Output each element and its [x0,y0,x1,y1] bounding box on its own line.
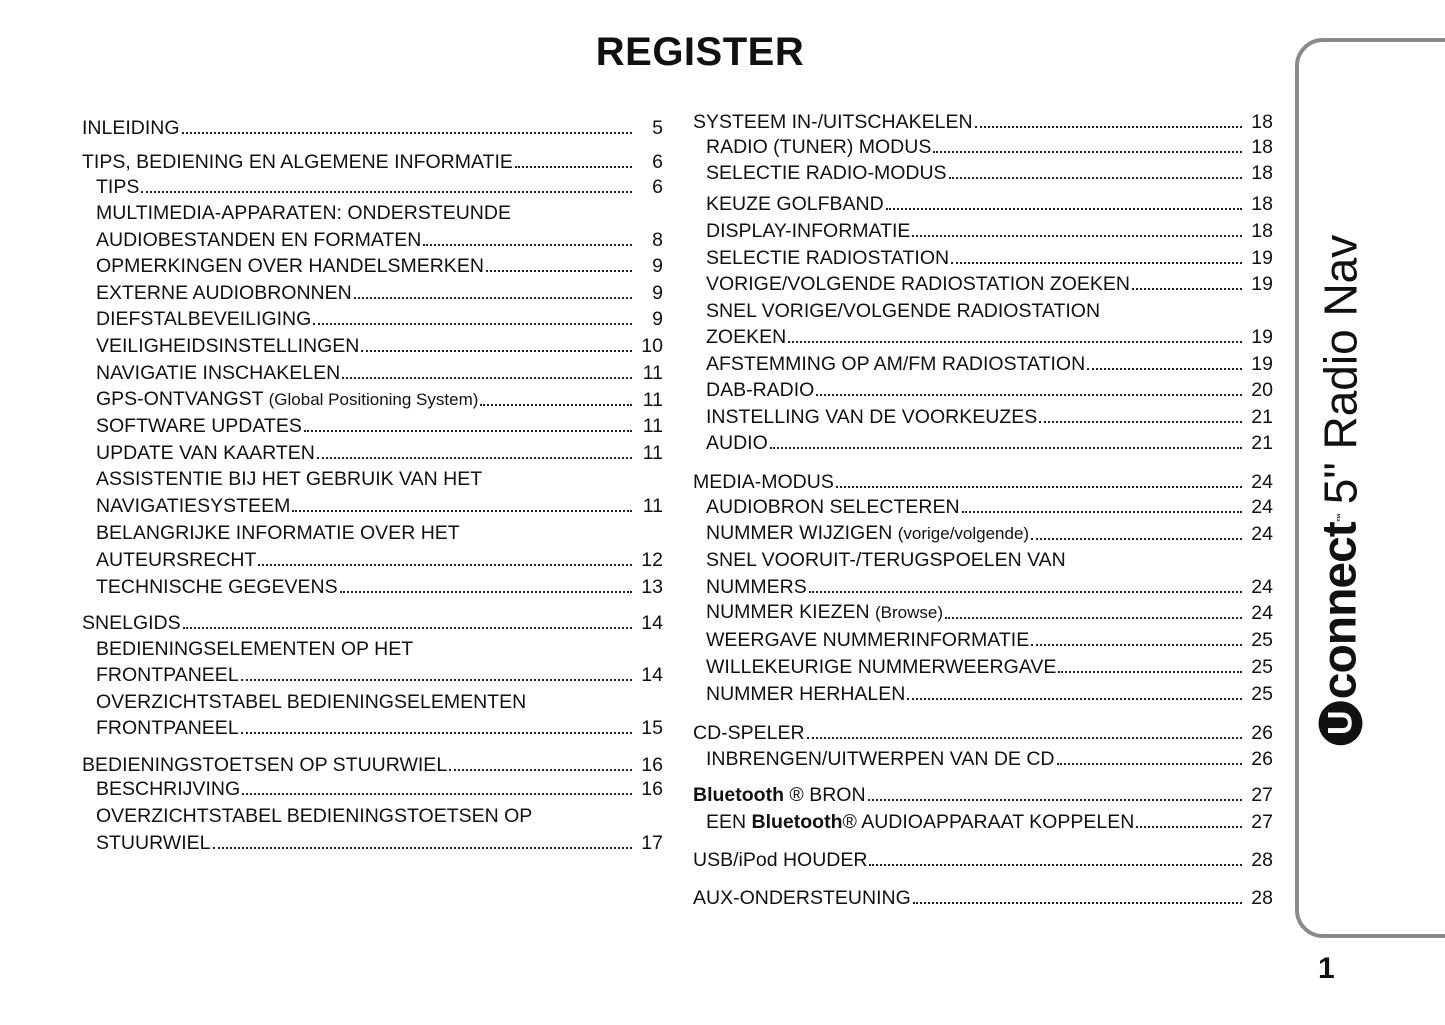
toc-entry-title [706,247,949,269]
dot-leader [213,847,633,849]
toc-entry-title [706,220,910,242]
toc-entry-title [706,549,1066,571]
toc-entry-text: ZOEKEN [706,326,787,348]
toc-entry[interactable] [82,608,663,634]
toc-entry-page: 12 [641,549,663,571]
toc-entry-text: NAVIGATIE INSCHAKELEN [96,362,341,384]
dot-leader [975,126,1242,128]
toc-entry-text: NUMMER HERHALEN [706,683,906,705]
toc-entry-text: EXTERNE AUDIOBRONNEN [96,282,352,304]
toc-entry-text: AUDIO [706,432,768,454]
dot-leader [807,737,1242,739]
toc-entry-page: 14 [641,664,663,686]
toc-entry-page: 5 [652,117,663,139]
toc-entry-page: 11 [642,415,663,437]
dot-leader [816,394,1242,396]
toc-entry-title [96,308,311,330]
toc-entry[interactable] [693,158,1273,184]
toc-entry-title [706,432,768,454]
toc-entry[interactable] [82,198,663,224]
toc-entry-text: NAVIGATIESYSTEEM [96,495,291,517]
dot-leader [141,191,632,193]
toc-entry[interactable] [693,467,1273,493]
toc-entry-title [96,176,139,198]
dot-leader [449,769,632,771]
toc-entry-page: 9 [652,255,663,277]
toc-entry-page: 25 [1251,683,1273,705]
toc-entry[interactable] [693,625,1273,651]
toc-entry-text: INLEIDING [82,117,180,139]
toc-entry[interactable] [82,438,663,464]
toc-entry-title [706,629,1029,651]
dot-leader [836,486,1242,488]
toc-entry-title [706,656,1056,678]
toc-entry-text: GPS-ONTVANGST [96,388,269,410]
toc-entry[interactable] [82,572,663,598]
toc-entry[interactable] [82,225,663,251]
toc-entry[interactable] [82,713,663,739]
toc-entry-page: 14 [641,612,663,634]
toc-entry-title [82,754,447,776]
toc-entry-text: STUURWIEL [96,832,211,854]
toc-entry-title [693,722,805,744]
uconnect-logo-text: connect [1313,522,1367,700]
toc-entry-page: 24 [1251,602,1273,624]
toc-entry[interactable] [693,216,1273,242]
dot-leader [423,244,632,246]
toc-entry-page: 6 [652,151,663,173]
toc-entry-title [706,748,1055,770]
toc-entry[interactable] [82,801,663,827]
toc-entry[interactable] [82,251,663,277]
toc-entry-page: 25 [1251,656,1273,678]
toc-entry[interactable] [82,385,663,411]
trademark-mark: ™ [1335,514,1345,523]
toc-entry-text: ® AUDIOAPPARAAT KOPPELEN [842,811,1135,833]
dot-leader [869,864,1242,866]
toc-entry-page: 18 [1251,136,1273,158]
toc-entry-title [706,273,1130,295]
toc-entry-page: 18 [1251,193,1273,215]
toc-entry-text: INBRENGEN/UITWERPEN VAN DE CD [706,748,1055,770]
toc-entry-title [693,784,866,806]
toc-entry-text: SOFTWARE UPDATES [96,415,302,437]
toc-entry[interactable] [82,774,663,800]
dot-leader [912,235,1242,237]
toc-entry[interactable] [693,349,1273,375]
toc-entry-text: TIPS [96,176,140,198]
dot-leader [962,511,1242,513]
dot-leader [242,793,632,795]
toc-entry-text: MEDIA-MODUS [693,471,834,493]
toc-entry-page: 27 [1251,811,1273,833]
toc-entry-title [96,468,482,490]
toc-entry-text: FRONTPANEEL [96,664,239,686]
toc-entry-title [706,353,1085,375]
toc-entry[interactable] [693,780,1273,806]
dot-leader [258,564,632,566]
toc-entry-page: 8 [652,229,663,251]
product-name: 5" Radio Nav [1314,234,1366,505]
toc-entry-title [96,832,211,854]
toc-entry[interactable] [82,278,663,304]
toc-entry[interactable] [693,243,1273,269]
toc-entry-page: 11 [642,442,663,464]
toc-entry-title [706,601,943,624]
toc-entry-page: 24 [1251,496,1273,518]
toc-entry-page: 16 [641,778,663,800]
toc-entry-page: 18 [1251,220,1273,242]
toc-entry[interactable] [693,519,1273,545]
dot-leader [1039,421,1242,423]
toc-entry-text: ASSISTENTIE BIJ HET GEBRUIK VAN HET [96,468,483,490]
dot-leader [907,698,1242,700]
toc-entry[interactable] [693,322,1273,348]
toc-entry-title [706,496,960,518]
toc-entry-text: DIEFSTALBEVEILIGING [96,308,312,330]
toc-entry-text: CD-SPELER [693,722,805,744]
toc-entry-text: EEN [706,811,752,833]
toc-entry-title [96,255,484,277]
toc-entry-text: WEERGAVE NUMMERINFORMATIE [706,629,1030,651]
uconnect-logo [1313,514,1368,745]
toc-entry-page: 6 [652,176,663,198]
toc-entry[interactable] [82,147,663,173]
toc-entry[interactable] [693,428,1273,454]
toc-entry[interactable] [82,518,663,544]
dot-leader [788,341,1242,343]
toc-entry-title [82,117,180,139]
dot-leader [317,457,632,459]
toc-entry-text: NUMMERS [706,576,807,598]
toc-entry[interactable] [693,883,1273,909]
toc-entry-page: 11 [642,495,663,517]
toc-entry[interactable] [693,807,1273,833]
toc-entry-title [96,335,359,357]
dot-leader [241,679,632,681]
toc-entry[interactable] [82,750,663,776]
toc-entry[interactable] [693,296,1273,322]
dot-leader [913,902,1242,904]
toc-entry-title [693,471,834,493]
dot-leader [1058,671,1242,673]
toc-entry[interactable] [82,331,663,357]
toc-entry[interactable] [82,491,663,517]
toc-entry-title [96,495,290,517]
dot-leader [886,208,1242,210]
toc-entry[interactable] [693,744,1273,770]
dot-leader [951,262,1242,264]
toc-entry-text: BELANGRIJKE INFORMATIE OVER HET [96,522,460,544]
toc-entry-page: 9 [652,308,663,330]
toc-entry-text: SELECTIE RADIO-MODUS [706,162,947,184]
toc-entry-page: 21 [1251,432,1273,454]
toc-entry-text: ® BRON [783,784,866,806]
dot-leader [1057,763,1242,765]
toc-entry-text: RADIO (TUNER) MODUS [706,136,932,158]
toc-entry-page: 28 [1251,849,1273,871]
toc-entry-text: BEDIENINGSTOETSEN OP STUURWIEL [82,754,448,776]
toc-entry-title [82,151,513,173]
toc-entry-title [96,202,511,224]
toc-entry-text: KEUZE GOLFBAND [706,193,884,215]
toc-entry-text: (vorige/volgende) [897,524,1030,543]
toc-entry-title [96,778,240,800]
toc-entry[interactable] [82,545,663,571]
toc-entry-text: SNEL VORIGE/VOLGENDE RADIOSTATION [706,300,1101,322]
toc-entry[interactable] [82,687,663,713]
toc-entry-title [96,691,526,713]
toc-entry-page: 27 [1251,784,1273,806]
toc-entry-page: 24 [1251,471,1273,493]
toc-entry[interactable] [693,492,1273,518]
toc-entry[interactable] [693,679,1273,705]
toc-entry-text: TECHNISCHE GEGEVENS [96,576,338,598]
toc-entry-text: SYSTEEM IN-/UITSCHAKELEN [693,111,973,133]
toc-entry-title [96,717,239,739]
toc-entry-text: AUDIOBRON SELECTEREN [706,496,960,518]
toc-entry-text: AUTEURSRECHT [96,549,257,571]
toc-entry-text: Bluetooth [751,811,843,833]
toc-entry-title [96,638,413,660]
toc-entry[interactable] [693,598,1273,624]
dot-leader [241,732,632,734]
toc-entry-page: 18 [1251,111,1273,133]
toc-entry-page: 19 [1251,273,1273,295]
toc-entry-page: 25 [1251,629,1273,651]
dot-leader [933,151,1242,153]
toc-entry[interactable] [693,189,1273,215]
toc-entry-page: 24 [1251,576,1273,598]
dot-leader [292,510,632,512]
toc-entry[interactable] [693,402,1273,428]
toc-entry-text: USB/iPod HOUDER [693,849,868,871]
toc-entry-text: BEDIENINGSELEMENTEN OP HET [96,638,414,660]
toc-entry-text: DAB-RADIO [706,379,815,401]
toc-entry-title [96,362,340,384]
toc-entry-text: OVERZICHTSTABEL BEDIENINGSELEMENTEN [96,691,527,713]
toc-entry[interactable] [693,375,1273,401]
dot-leader [480,404,632,406]
dot-leader [949,177,1242,179]
toc-entry-text: OVERZICHTSTABEL BEDIENINGSTOETSEN OP [96,805,533,827]
toc-entry-title [706,162,947,184]
dot-leader [770,447,1242,449]
toc-entry-title [96,415,302,437]
toc-entry[interactable] [693,545,1273,571]
toc-entry-title [96,664,239,686]
toc-entry[interactable] [82,660,663,686]
toc-entry-title [82,612,181,634]
toc-entry-text: FRONTPANEEL [96,717,239,739]
dot-leader [183,627,632,629]
dot-leader [486,270,632,272]
toc-entry-page: 19 [1251,353,1273,375]
dot-leader [1136,826,1242,828]
toc-entry[interactable] [82,304,663,330]
toc-entry-text: SELECTIE RADIOSTATION [706,247,950,269]
toc-entry-page: 11 [642,389,663,411]
dot-leader [1031,644,1242,646]
toc-entry-text: BESCHRIJVING [96,778,241,800]
toc-entry-title [706,326,786,348]
toc-entry-text: OPMERKINGEN OVER HANDELSMERKEN [96,255,484,277]
dot-leader [361,350,632,352]
dot-leader [1031,538,1242,540]
toc-entry-title [96,805,532,827]
toc-entry-page: 24 [1251,523,1273,545]
toc-entry-page: 19 [1251,247,1273,269]
toc-entry-title [96,282,352,304]
dot-leader [182,132,632,134]
toc-entry-title [96,388,478,411]
uconnect-logo-u: U [1318,701,1362,745]
toc-entry-text: AFSTEMMING OP AM/FM RADIOSTATION [706,353,1086,375]
toc-entry-page: 19 [1251,326,1273,348]
page-number: 1 [1318,952,1335,985]
toc-entry[interactable] [82,172,663,198]
toc-entry-text: TIPS, BEDIENING EN ALGEMENE INFORMATIE [82,151,513,173]
toc-entry-text: UPDATE VAN KAARTEN [96,442,315,464]
toc-entry-title [693,111,973,133]
toc-entry-text: VORIGE/VOLGENDE RADIOSTATION ZOEKEN [706,273,1131,295]
toc-entry-page: 20 [1251,379,1273,401]
toc-entry-text: NUMMER KIEZEN [706,601,876,623]
toc-entry-text: SNELGIDS [82,612,181,634]
toc-entry-title [96,549,256,571]
toc-entry-title [706,576,807,598]
dot-leader [313,323,632,325]
toc-entry-text: Bluetooth [693,784,784,806]
toc-entry-page: 28 [1251,887,1273,909]
dot-leader [515,166,632,168]
dot-leader [340,591,632,593]
toc-entry-title [693,887,911,909]
toc-entry[interactable] [82,634,663,660]
dot-leader [945,617,1242,619]
toc-entry-text: AUDIOBESTANDEN EN FORMATEN [96,229,422,251]
toc-entry[interactable] [693,132,1273,158]
toc-entry-page: 18 [1251,162,1273,184]
toc-entry[interactable] [693,572,1273,598]
toc-entry-page: 16 [641,754,663,776]
dot-leader [354,297,632,299]
toc-entry-page: 11 [642,362,663,384]
side-tab-brand [1313,235,1368,746]
dot-leader [868,799,1242,801]
toc-entry[interactable] [82,464,663,490]
toc-entry-page: 13 [641,576,663,598]
toc-entry-title [706,379,814,401]
toc-entry-text: DISPLAY-INFORMATIE [706,220,911,242]
toc-entry[interactable] [82,113,663,139]
toc-entry-title [706,811,1134,833]
toc-entry-text: SNEL VOORUIT-/TERUGSPOELEN VAN [706,549,1066,571]
toc-entry-title [706,300,1100,322]
toc-entry[interactable] [82,828,663,854]
toc-entry-title [706,136,931,158]
dot-leader [342,377,632,379]
toc-entry-title [706,406,1037,428]
toc-entry-text: AUX-ONDERSTEUNING [693,887,911,909]
toc-entry[interactable] [693,845,1273,871]
toc-entry-page: 21 [1251,406,1273,428]
toc-entry-text: MULTIMEDIA-APPARATEN: ONDERSTEUNDE [96,202,511,224]
toc-entry-text: VEILIGHEIDSINSTELLINGEN [96,335,360,357]
toc-entry-page: 15 [641,717,663,739]
toc-entry[interactable] [82,411,663,437]
toc-entry-text: INSTELLING VAN DE VOORKEUZES [706,406,1038,428]
toc-entry-title [706,522,1029,545]
toc-entry-text: WILLEKEURIGE NUMMERWEERGAVE [706,656,1057,678]
toc-entry-title [706,683,905,705]
toc-entry[interactable] [82,358,663,384]
toc-entry[interactable] [693,652,1273,678]
toc-entry-title [96,522,460,544]
toc-entry-title [706,193,884,215]
dot-leader [809,591,1242,593]
toc-entry-text: NUMMER WIJZIGEN [706,522,898,544]
toc-entry-page: 10 [641,335,663,357]
dot-leader [1087,368,1242,370]
toc-entry-page: 17 [641,832,663,854]
toc-entry-title [96,576,338,598]
toc-entry-page: 26 [1251,748,1273,770]
dot-leader [1132,288,1242,290]
page-title: REGISTER [595,30,805,74]
toc-entry-text: (Global Positioning System) [268,390,479,409]
dot-leader [304,430,632,432]
toc-entry-text: (Browse) [875,603,944,622]
toc-entry-page: 9 [652,282,663,304]
toc-entry[interactable] [693,107,1273,133]
toc-entry-title [96,442,315,464]
toc-entry[interactable] [693,718,1273,744]
toc-entry-page: 26 [1251,722,1273,744]
toc-entry-title [693,849,867,871]
toc-entry-title [96,229,421,251]
toc-entry[interactable] [693,269,1273,295]
